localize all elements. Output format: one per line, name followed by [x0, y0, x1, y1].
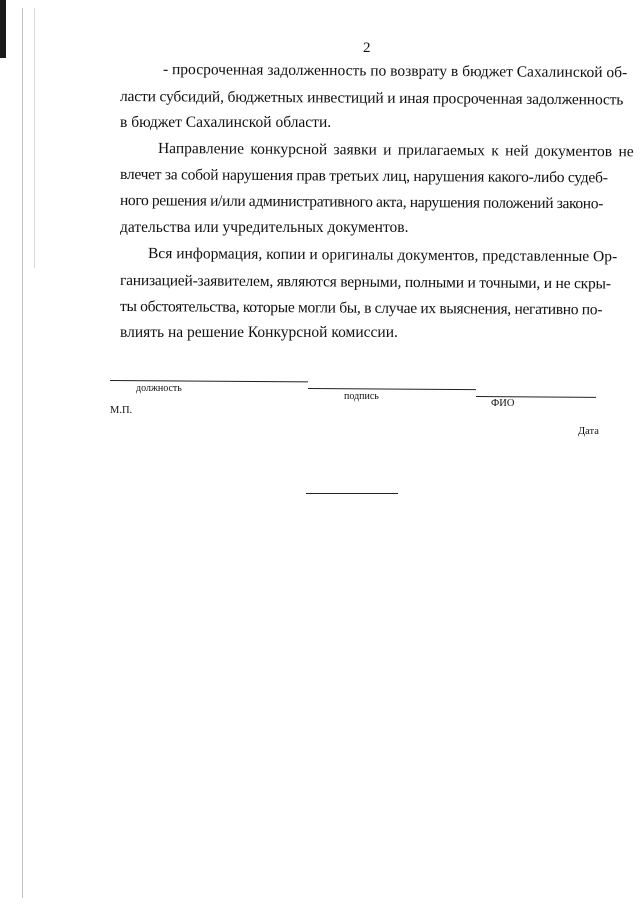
paragraph-1-line-2: ласти субсидий, бюджетных инвестиций и иная просроченная задолженность	[119, 88, 624, 109]
page-number: 2	[363, 40, 371, 56]
paragraph-3-line-1: Вся информация, копии и оригиналы документов, представленные Ор-	[147, 245, 618, 266]
signature-label: подпись	[344, 391, 379, 402]
date-label: Дата	[578, 426, 599, 437]
paragraph-3-line-2: ганизацией-заявителем, являются верными, полными и точными, и не скры-	[119, 272, 611, 293]
signature-line	[308, 388, 476, 390]
stamp-label: М.П.	[110, 405, 133, 416]
paragraph-1-line-3: в бюджет Сахалинской области.	[120, 114, 332, 131]
paragraph-3-line-4: влиять на решение Конкурсной комиссии.	[120, 324, 398, 341]
paragraph-2-line-2: влечет за собой нарушения прав третьих лиц, нарушения какого-либо судеб-	[119, 166, 608, 187]
name-label: ФИО	[491, 398, 515, 409]
scan-edge-line	[22, 8, 23, 898]
paragraph-2-line-1: Направление конкурсной заявки и прилагаемых к ней документов не	[157, 140, 634, 161]
paragraph-2-line-4: дательства или учредительных документов.	[120, 219, 409, 236]
scan-edge-mark	[0, 0, 6, 58]
scan-edge-line-secondary	[34, 8, 35, 268]
paragraph-3-line-3: ты обстоятельства, которые могли бы, в случае их выяснения, негативно по-	[119, 298, 603, 319]
position-label: должность	[136, 383, 182, 394]
closing-divider	[306, 493, 398, 494]
paragraph-2-line-3: ного решения и/или административного акта, нарушения положений законо-	[119, 192, 604, 213]
paragraph-1-line-1: - просроченная задолженность по возврату в бюджет Сахалинской об-	[162, 61, 628, 82]
